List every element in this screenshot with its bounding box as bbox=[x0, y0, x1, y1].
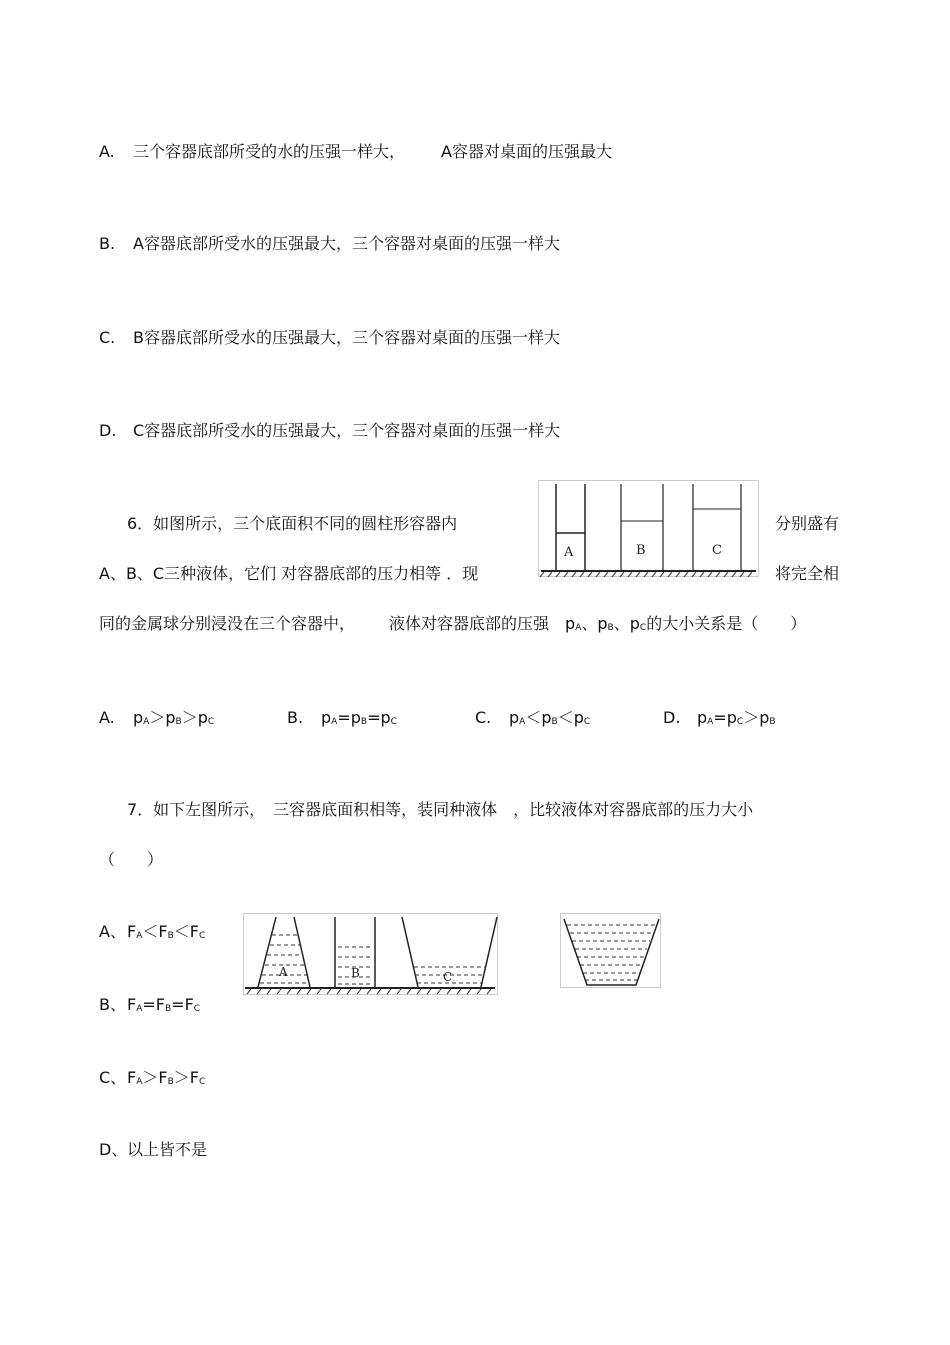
subscript: C bbox=[193, 1004, 201, 1014]
q5-option-d bbox=[99, 421, 560, 441]
q7-option-c bbox=[99, 1068, 205, 1091]
option-text: A容器底部所受水的压强最大，三个容器对桌面的压强一样大 bbox=[133, 234, 560, 253]
symbol: F bbox=[127, 995, 137, 1014]
container-label: B bbox=[636, 543, 646, 558]
subscript: C bbox=[199, 931, 206, 941]
q6-stem-line2-left: A、B、C三种液体，它们 对容器底部的压力相等 ．现 bbox=[99, 564, 479, 583]
container-b bbox=[621, 484, 663, 570]
symbol: ＞p bbox=[743, 708, 770, 727]
symbol: =p bbox=[713, 708, 737, 727]
option-text: C容器底部所受水的压强最大，三个容器对桌面的压强一样大 bbox=[133, 421, 561, 440]
q6-option-b bbox=[287, 708, 397, 731]
q7-trapezoid-figure bbox=[560, 913, 662, 989]
symbol: ＞F bbox=[142, 1068, 168, 1087]
container-label: B bbox=[351, 966, 360, 980]
q7-option-d bbox=[99, 1140, 207, 1160]
subscript: C bbox=[199, 1077, 206, 1087]
option-letter: C. bbox=[99, 328, 116, 347]
symbol: p bbox=[133, 708, 144, 727]
subscript: C bbox=[639, 623, 647, 633]
stem-text: 液体对容器底部的压强 bbox=[389, 614, 550, 633]
option-text: 三个容器底部所受的水的压强一样大， bbox=[133, 142, 406, 161]
q7-option-b bbox=[99, 995, 200, 1018]
q6-option-c bbox=[475, 708, 590, 731]
option-letter: B、 bbox=[99, 995, 126, 1014]
q5-option-c bbox=[99, 328, 560, 348]
option-letter: B. bbox=[287, 708, 304, 727]
q6-option-a bbox=[99, 708, 214, 731]
subscript: B bbox=[167, 931, 174, 941]
symbol: =F bbox=[171, 995, 194, 1014]
q6-option-d bbox=[663, 708, 776, 731]
symbol: ＞p bbox=[149, 708, 176, 727]
symbol: ＞F bbox=[173, 1068, 199, 1087]
symbol: 、p bbox=[613, 614, 640, 633]
q6-stem-line1-left: 6．如图所示，三个底面积不同的圆柱形容器内 bbox=[127, 514, 458, 533]
symbol: ＜F bbox=[142, 922, 168, 941]
subscript: B bbox=[175, 717, 182, 727]
subscript: A bbox=[136, 1004, 143, 1014]
subscript: B bbox=[607, 623, 614, 633]
subscript: C bbox=[207, 717, 215, 727]
stem-text: 同的金属球分别浸没在三个容器中， bbox=[99, 614, 356, 633]
q7-containers-figure bbox=[243, 913, 499, 996]
subscript: B bbox=[164, 1004, 172, 1014]
q5-option-a bbox=[99, 142, 612, 162]
container-c bbox=[402, 917, 497, 987]
q7-option-a bbox=[99, 922, 205, 945]
stem-text: 的大小关系是（ ） bbox=[646, 614, 807, 633]
q5-option-b bbox=[99, 234, 560, 254]
symbol: p bbox=[321, 708, 332, 727]
subscript: C bbox=[390, 717, 397, 727]
option-letter: C. bbox=[475, 708, 492, 727]
option-letter: A. bbox=[99, 142, 115, 161]
subscript: A bbox=[519, 717, 526, 727]
subscript: A bbox=[575, 623, 582, 633]
subscript: A bbox=[143, 717, 150, 727]
symbol: ＞p bbox=[181, 708, 208, 727]
option-text: B容器底部所受水的压强最大，三个容器对桌面的压强一样大 bbox=[133, 328, 560, 347]
option-letter: A. bbox=[99, 708, 115, 727]
container-label: A bbox=[564, 545, 574, 560]
subscript: B bbox=[551, 717, 558, 727]
subscript: C bbox=[736, 717, 744, 727]
container-b bbox=[335, 917, 375, 987]
q6-stem-line1-right: 分别盛有 bbox=[775, 514, 840, 533]
option-letter: C、 bbox=[99, 1068, 127, 1087]
symbol: F bbox=[127, 922, 137, 941]
option-letter: D. bbox=[663, 708, 681, 727]
subscript: C bbox=[583, 717, 591, 727]
symbol: p bbox=[509, 708, 520, 727]
option-letter: B. bbox=[99, 234, 116, 253]
q7-stem-line1: 7．如下左图所示， 三容器底面积相等，装同种液体 ，比较液体对容器底部的压力大小 bbox=[127, 800, 754, 819]
option-letter: A、 bbox=[99, 922, 126, 941]
symbol: =p bbox=[337, 708, 361, 727]
symbol: p bbox=[565, 614, 576, 633]
container-c bbox=[693, 484, 741, 570]
subscript: A bbox=[136, 931, 143, 941]
container-a bbox=[258, 917, 310, 987]
subscript: B bbox=[167, 1077, 174, 1087]
symbol: 、p bbox=[581, 614, 608, 633]
subscript: A bbox=[707, 717, 714, 727]
container-label: C bbox=[712, 543, 722, 558]
symbol: =p bbox=[367, 708, 391, 727]
symbol: ＜p bbox=[557, 708, 584, 727]
subscript: A bbox=[331, 717, 338, 727]
q6-cylinders-figure bbox=[538, 480, 760, 578]
symbol: p bbox=[697, 708, 708, 727]
option-letter: D、 bbox=[99, 1140, 128, 1159]
subscript: B bbox=[769, 717, 776, 727]
option-text: 以上皆不是 bbox=[127, 1140, 208, 1159]
subscript: A bbox=[136, 1077, 143, 1087]
subscript: B bbox=[360, 717, 368, 727]
container-a bbox=[556, 484, 585, 570]
q6-stem-line3 bbox=[99, 614, 806, 637]
symbol: =F bbox=[142, 995, 165, 1014]
q7-stem-line2: （ ） bbox=[99, 850, 164, 869]
q6-stem-line2-right: 将完全相 bbox=[775, 564, 840, 583]
container-label: C bbox=[443, 970, 453, 984]
container-label: A bbox=[279, 965, 288, 979]
symbol: ＜F bbox=[173, 922, 199, 941]
symbol: F bbox=[127, 1068, 137, 1087]
option-letter: D. bbox=[99, 421, 117, 440]
symbol: ＜p bbox=[525, 708, 552, 727]
option-text-2: A容器对桌面的压强最大 bbox=[441, 142, 612, 161]
